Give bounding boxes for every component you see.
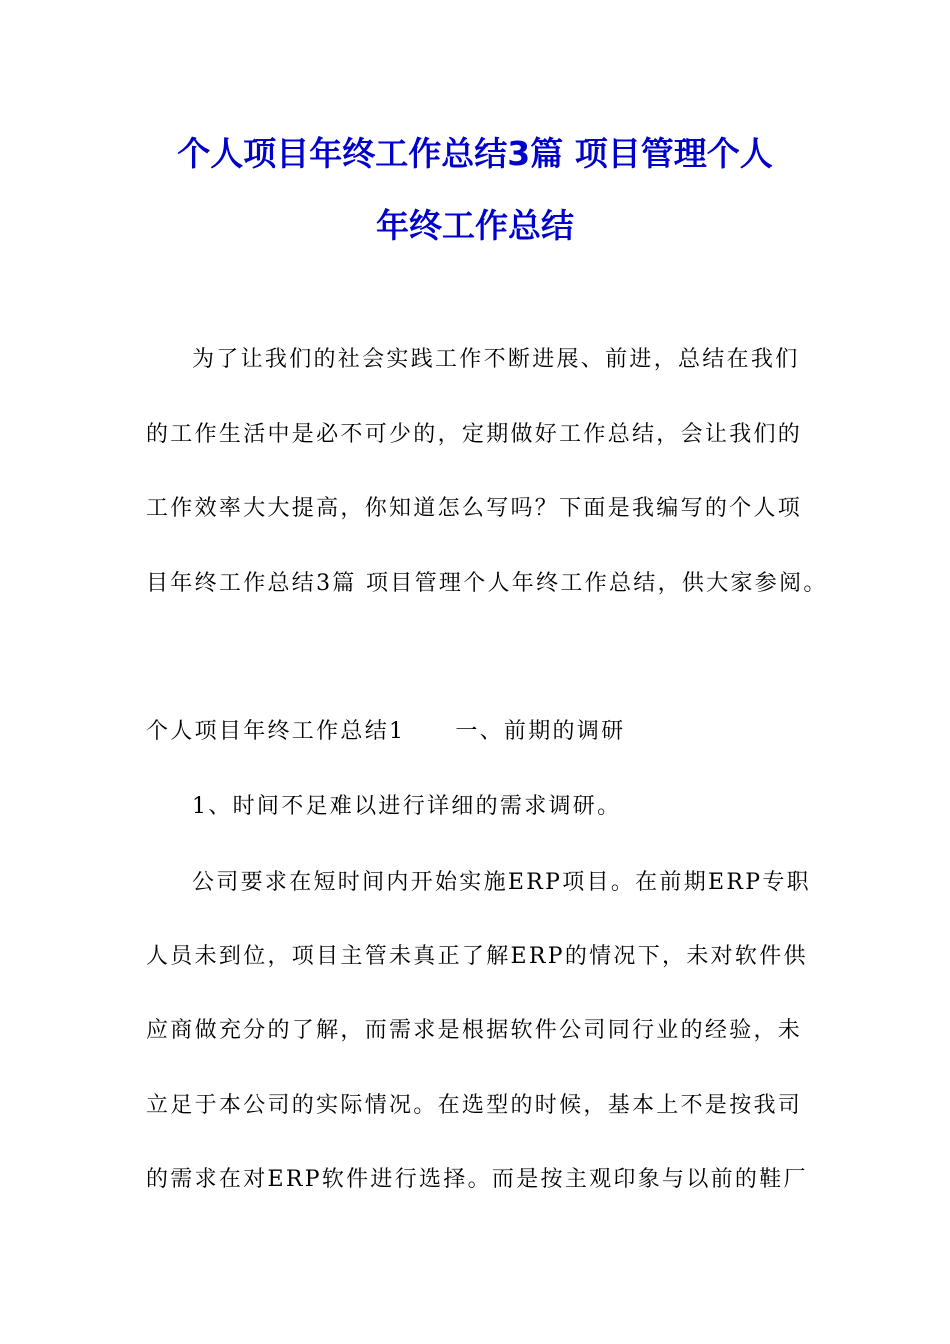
point-1: 1、时间不足难以进行详细的需求调研。 [192,794,622,819]
document-title-line-2: 年终工作总结 [376,206,574,245]
intro-line-4: 目年终工作总结3篇 项目管理个人年终工作总结，供大家参阅。 [146,571,828,596]
body-line-4: 立足于本公司的实际情况。在选型的时候，基本上不是按我司 [146,1093,803,1118]
document-title-line-1: 个人项目年终工作总结3篇 项目管理个人 [177,134,773,173]
intro-line-1: 为了让我们的社会实践工作不断进展、前进，总结在我们 [192,347,800,372]
body-line-2: 人员未到位，项目主管未真正了解ERP的情况下，未对软件供 [146,944,808,969]
body-line-1: 公司要求在短时间内开始实施ERP项目。在前期ERP专职 [192,870,811,895]
section-heading-row [146,718,625,746]
intro-line-2: 的工作生活中是必不可少的，定期做好工作总结，会让我们的 [146,422,803,447]
body-line-5: 的需求在对ERP软件进行选择。而是按主观印象与以前的鞋厂 [146,1167,808,1192]
section-heading: 个人项目年终工作总结1 [146,719,406,744]
intro-line-3: 工作效率大大提高，你知道怎么写吗？下面是我编写的个人项 [146,496,803,521]
section-subheading: 一、前期的调研 [455,719,626,744]
body-line-3: 应商做充分的了解，而需求是根据软件公司同行业的经验，未 [146,1018,803,1043]
